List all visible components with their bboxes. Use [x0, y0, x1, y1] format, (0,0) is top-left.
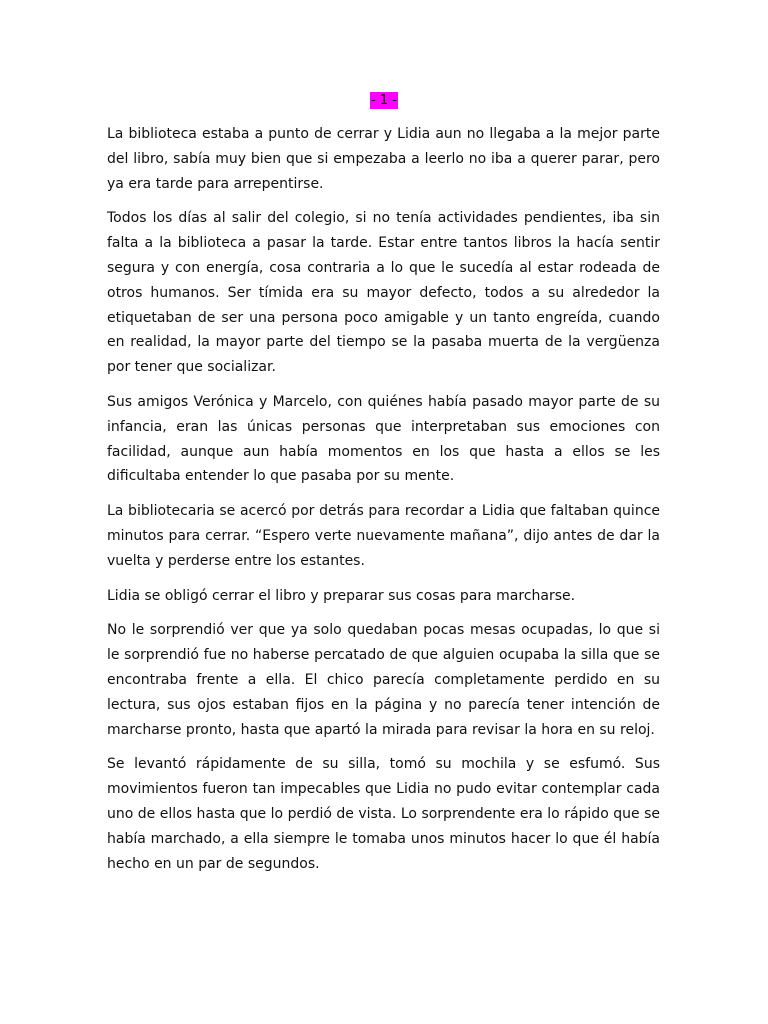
- page-number: - 1 -: [371, 93, 397, 108]
- paragraph-5: Lidia se obligó cerrar el libro y preparar sus cosas para marcharse.: [107, 587, 576, 604]
- paragraph-1: La biblioteca estaba a punto de cerrar y Lidia aun no llegaba a la mejor parte del libro, sabía muy bien que si empezaba a leerlo no iba a querer parar, pero ya era tarde para arrepentirse.: [107, 126, 660, 192]
- page-number-container: [0, 91, 768, 109]
- paragraph-2: Todos los días al salir del colegio, si no tenía actividades pendientes, iba sin falta a la biblioteca a pasar la tarde. Estar entre tantos libros la hacía sentir segura y con energía, cosa contraria a lo que le sucedía al estar rodeada de otros humanos. Ser tímida era su mayor defecto, todos a su alrededor la etiquetaban de ser una persona poco amigable y un tanto engreída, cuando en realidad, la mayor parte del tiempo se la pasaba muerta de la vergüenza por tener que socializar.: [107, 210, 660, 376]
- paragraph-3: Sus amigos Verónica y Marcelo, con quiénes había pasado mayor parte de su infancia, eran las únicas personas que interpretaban sus emociones con facilidad, aunque aun había momentos en los que hasta a ellos se les dificultaba entender lo que pasaba por su mente.: [107, 393, 660, 485]
- document-body: [107, 122, 660, 886]
- paragraph-7: Se levantó rápidamente de su silla, tomó su mochila y se esfumó. Sus movimientos fueron tan impecables que Lidia no pudo evitar contemplar cada uno de ellos hasta que lo perdió de vista. Lo sorprendente era lo rápido que se había marchado, a ella siempre le tomaba unos minutos hacer lo que él había hecho en un par de segundos.: [107, 756, 660, 872]
- paragraph-4: La bibliotecaria se acercó por detrás para recordar a Lidia que faltaban quince minutos para cerrar. “Espero verte nuevamente mañana”, dijo antes de dar la vuelta y perderse entre los estantes.: [107, 503, 660, 569]
- paragraph-6: No le sorprendió ver que ya solo quedaban pocas mesas ocupadas, lo que si le sorprendió fue no haberse percatado de que alguien ocupaba la silla que se encontraba frente a ella. El chico parecía completamente perdido en su lectura, sus ojos estaban fijos en la página y no parecía tener intención de marcharse pronto, hasta que apartó la mirada para revisar la hora en su reloj.: [107, 622, 660, 738]
